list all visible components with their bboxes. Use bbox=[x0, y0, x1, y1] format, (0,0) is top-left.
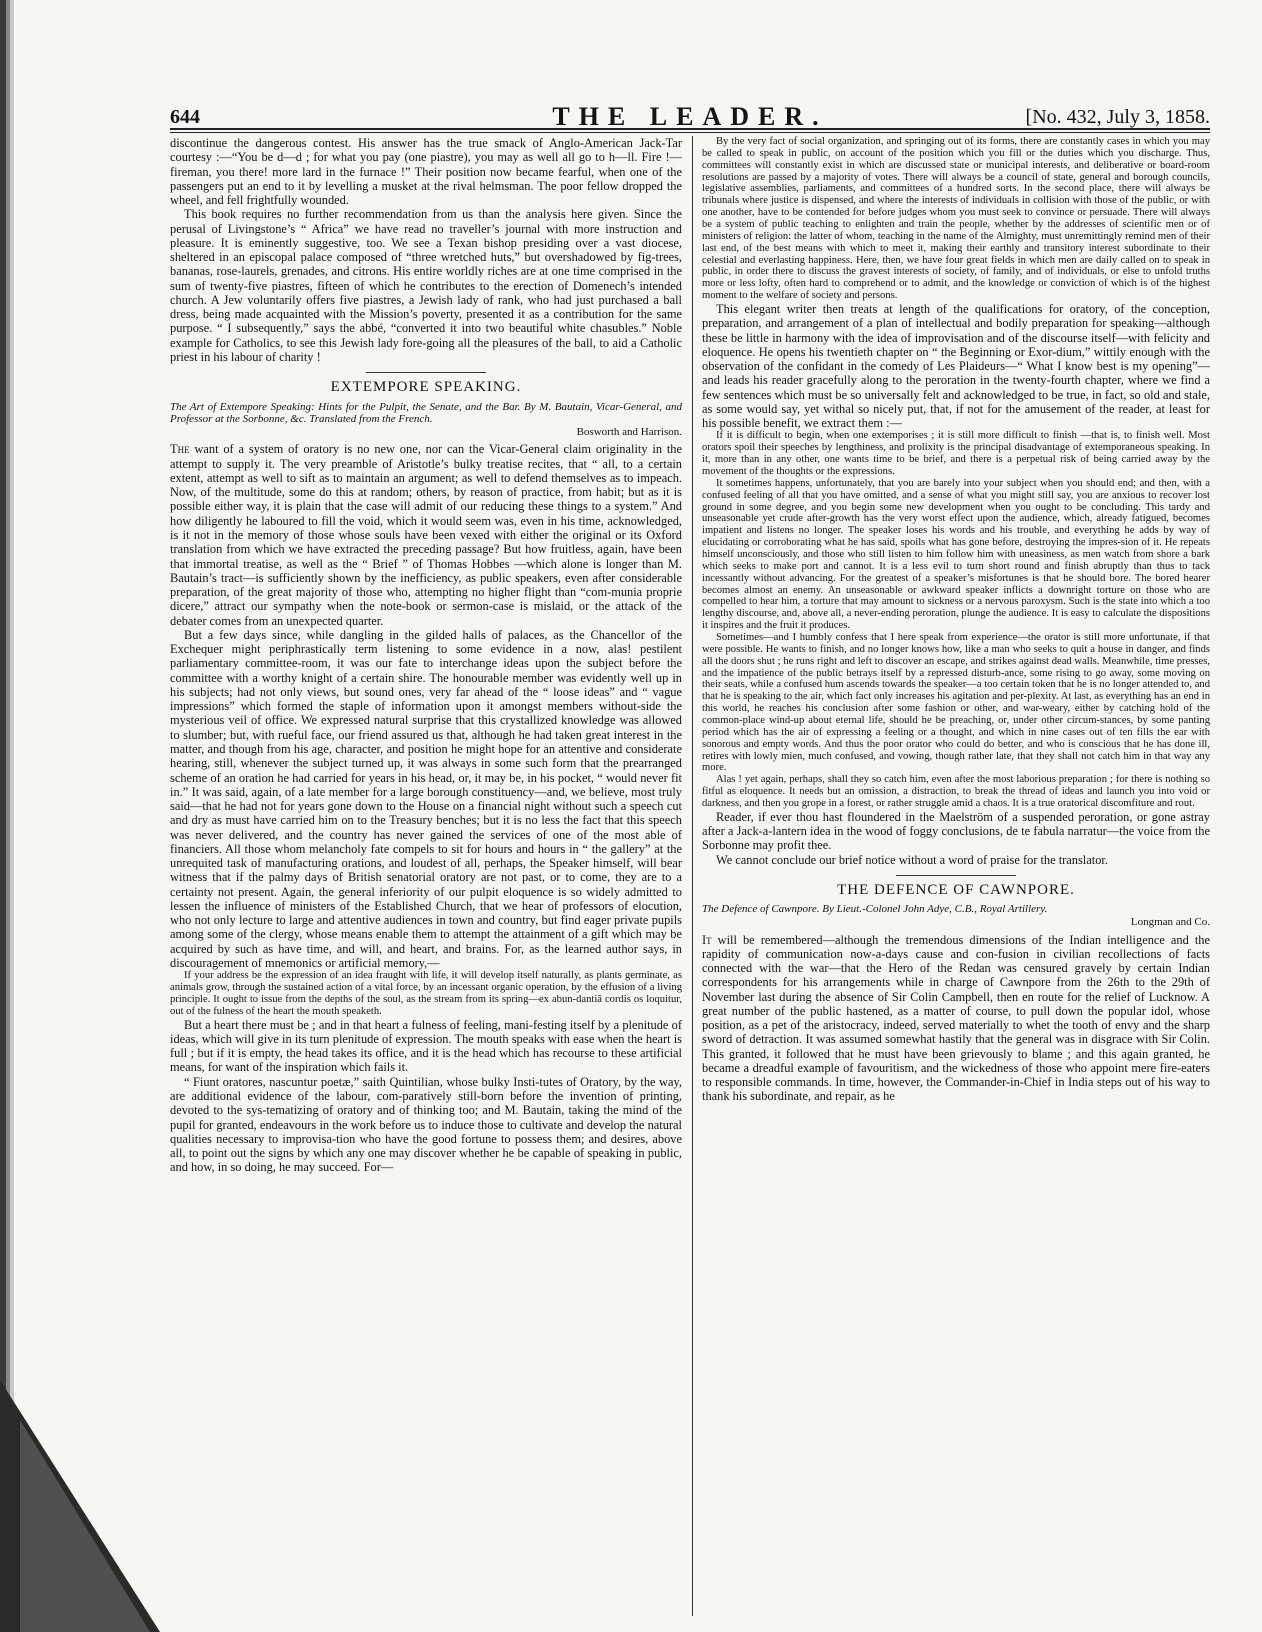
section-title: THE DEFENCE OF CAWNPORE. bbox=[837, 881, 1075, 898]
folded-corner-shadow bbox=[0, 1380, 160, 1632]
publisher: Longman and Co. bbox=[1130, 915, 1210, 928]
paragraph: This book requires no further recommendation from us than the analysis here given. Since the perusal of Livingstone’s “ Africa” we have read no traveller’s journal with more instruction and pleasure. It is eminently suggestive, too. We see a Texan bishop presiding over a vast diocese, sheltered in an episcopal palace composed of “three wretched huts,” but overshadowed by fig-trees, bananas, rose-laurels, grenades, and citrons. His entire worldly riches are at one time comprised in the sum of twenty-five piastres, fifteen of which he contributes to the erection of Domenech’s intended church. A Jew voluntarily offers five piastres, a Jewish lady of rank, who had just purchased a ball dress, being made acquainted with the Mission’s poverty, presented it as a contribution for the same purpose. “ I subsequently,” says the abbé, “converted it into two beautiful white chasubles.” Noble example for Catholics, to see this Jewish lady fore-going all the pleasures of the ball, to aid a Catholic priest in his labour of charity ! bbox=[170, 207, 682, 364]
paragraph: Reader, if ever thou hast floundered in the Maelström of a suspended peroration, or gone astray after a Jack-a-lantern idea in the wood of foggy conclusions, de te fabula narratur—the voice from the Sorbonne may profit thee. bbox=[702, 809, 1210, 853]
paragraph: discontinue the dangerous contest. His answer has the true smack of Anglo-American Jack-Tar courtesy :—“You be d—d ; for what you pay (one piastre), you may as well all go to h—ll. Fire !—fireman, you there! more lard in the furnace !” Their position now became fearful, when one of the passengers put an end to it by levelling a musket at the rival helmsman. The poor fellow dropped the wheel, and fell frightfully wounded. bbox=[170, 136, 682, 208]
review-byline bbox=[702, 903, 1210, 928]
page-number: 644 bbox=[170, 106, 200, 128]
quotation: By the very fact of social organization, and springing out of its forms, there are constantly cases in which you may be called to speak in public, on account of the position which you fill or the duties which you discharge. Thus, committees will constantly exist in which are discussed state or municipal interests, and deliberative or board-room resolutions are passed by a majority of votes. There will always be a council of state, general and borough councils, legislative assemblies, parliaments, and committees of a hundred sorts. In the second place, there will always be tribunals where justice is dispensed, and where the interests of individuals in collision with those of the public, or with one another, have to be contended for before judges whom you must seek to convince or persuade. There will always be a system of public teaching to enlighten and train the people, whether by the addresses of scientific men or of ministers of religion: the latter of whom, teaching in the name of the Almighty, must unremittingly remind men of their last end, of the best means with which to meet it, making their earthly and transitory interest subordinate to their celestial and everlasting happiness. Here, then, we have four great fields in which men are daily called on to speak in public, in order there to discuss the gravest interests of society, of family, and of individuals, or else to unfold truths more or less lofty, often hard to comprehend or to admit, and the knowledge or conviction of which is of the highest moment to the welfare of society and persons. bbox=[702, 136, 1210, 302]
review-byline bbox=[170, 401, 682, 439]
quotation: If it is difficult to begin, when one extemporises ; it is still more difficult to finish —that is, to finish well. Most orators spoil their speeches by lengthiness, and prolixity is the principal disadvantage of extemporaneous speaking. In it, more than in any other, one wants time to be brief, and there is a perpetual risk of being carried away by the movement of the thoughts or the expressions. bbox=[702, 430, 1210, 477]
quotation: It sometimes happens, unfortunately, that you are barely into your subject when you should end; and then, with a confused feeling of all that you have omitted, and a sense of what you might still say, you are anxious to recover lost ground in some degree, and you begin some new development when you ought to be concluding. This tardy and unseasonable yet crude after-growth has the very worst effect upon the audience, which, already fatigued, becomes impatient and listens no longer. The speaker loses his words and his trouble, and everything he adds by way of elucidating or corroborating what he has said, spoils what has gone before, destroying the impres-sion of it. He repeats himself unconsciously, and those who still listen to him follow him with uneasiness, as men watch from shore a bark which seeks to make port and cannot. It is a less evil to turn short round and finish abruptly than thus to tack incessantly without advancing. For the greatest of a speaker’s misfortunes is that he should bore. The bored hearer becomes almost an enemy. An unseasonable or awkward speaker inflicts a downright torture on those who are compelled to hear him, a torture that may amount to sickness or a nervous paroxysm. Such is the state into which a too lengthy discourse, and, above all, a never-ending peroration, plunge the audience. It is easy to calculate the dispositions it inspires and the fruit it produces. bbox=[702, 477, 1210, 632]
byline-text: The Defence of Cawnpore. By Lieut.-Colonel John Adye, C.B., Royal Artillery. bbox=[702, 903, 1048, 916]
section-title: EXTEMPORE SPEAKING. bbox=[330, 379, 522, 396]
left-column bbox=[170, 136, 682, 1620]
issue-date: [No. 432, July 3, 1858. bbox=[1025, 106, 1210, 128]
paragraph-text: will be remembered—although the tremendous dimensions of the Indian intelligence and the rapidity of communication now-a-days cause and con-fusion in civilian recollections of facts connected with the war—that the Hero of the Redan was censured gravely by certain Indian correspondents for his arrangements while in charge of Cawnpore from the 26th to the 29th of November last during the absence of Sir Colin Campbell, then en route for the relief of Lucknow. A great number of the public hastened, as a matter of course, to pull down the popular idol, whose position, as a pet of the aristocracy, indeed, served materially to whet the tooth of envy and the sharp sword of detraction. It was assumed somewhat hastily that the general was in disgrace with Sir Colin. This granted, it followed that he must have been grievously to blame ; and this again granted, he became a dreadful example of favouritism, and the wickedness of those who appoint mere fire-eaters to responsible commands. In time, however, the Commander-in-Chief in India steps out of his way to thank his subordinate, and repair, as he bbox=[702, 932, 1210, 1104]
paragraph: But a heart there must be ; and in that heart a fulness of feeling, mani-festing itself by a plenitude of ideas, which will give in its turn plenitude of expression. The mouth speaks with ease when the heart is full ; but if it is empty, the head takes its office, and it is the head which has recourse to these artificial means, for want of the inspiration which fails it. bbox=[170, 1017, 682, 1075]
header-rule-thin bbox=[170, 132, 1210, 133]
paragraph: We cannot conclude our brief notice without a word of praise for the translator. bbox=[716, 852, 1108, 867]
opening-word: It bbox=[702, 932, 712, 947]
opening-word: The bbox=[170, 442, 190, 457]
section-divider bbox=[366, 372, 486, 373]
section-divider bbox=[896, 875, 1016, 876]
paragraph: This elegant writer then treats at length of the qualifications for oratory, of the conception, preparation, and arrangement of a plan of intellectual and bodily preparation for speaking—although these be little in harmony with the idea of improvisation and of the discourse itself—with felicity and eloquence. He opens his twentieth chapter on “ the Beginning or Exor-dium,” wittily enough with the observation of the confidant in the comedy of Les Plaideurs—“ What I know best is my opening”—and leads his reader gracefully along to the peroration in the twenty-fourth chapter, where we find a few sentences which must be so universally felt and acknowledged to be true, in fact, so old and stale, as some would say, yet withal so nicely put, that, if not for the amusement of the reader, at least for his possible benefit, we extract them :— bbox=[702, 302, 1210, 431]
quotation: Sometimes—and I humbly confess that I here speak from experience—the orator is still more unfortunate, if that were possible. He wants to finish, and no longer knows how, like a man who seeks to quit a house in danger, and finds all the doors shut ; he runs right and left to discover an escape, and strikes against dead walls. Meanwhile, time presses, and the impatience of the public betrays itself by a repressed disturb-ance, some rising to go away, some moving on their seats, while a confused hum ascends towards the speaker—a too certain token that he is no longer attended to, and that he is speaking to the air, which fact only increases his agitation and per-plexity. At last, as everything has an end in this world, he reaches his conclusion after some fashion or other, and war-weary, either by catching hold of the common-place wind-up about eternal life, should he be preaching, or, under other circum-stances, by some panting period which has the air of expressing a feeling or a thought, and which in nine cases out of ten fills the ear with sonorous and empty words. And thus the poor orator who could do better, and who is conscious that he has done ill, retires with lowly mien, much confused, and vowing, though rather late, that they shall not catch him in that way any more. bbox=[702, 632, 1210, 774]
quotation: Alas ! yet again, perhaps, shall they so catch him, even after the most laborious preparation ; for there is nothing so fitful as eloquence. It needs but an omission, a distraction, to break the thread of ideas and launch you into void or darkness, and then you grope in a forest, or rather struggle amid a chaos. It is a true oratorical discomfiture and rout. bbox=[702, 774, 1210, 810]
byline-text: The Art of Extempore Speaking: Hints for the Pulpit, the Senate, and the Bar. By M. Bautain, Vicar-General, and Professor at the Sorbonne, &c. Translated from the French. bbox=[170, 400, 682, 426]
column-divider bbox=[692, 136, 693, 1616]
paragraph-text: want of a system of oratory is no new one, nor can the Vicar-General claim originality in the attempt to supply it. The very preamble of Aristotle’s bulky treatise recites, that “ all, to a certain extent, attempt as well to sift as to maintain an argument; as well to defend themselves as to impeach. Now, of the multitude, some do this at random; others, by reason of practice, from habit; but as it is possible either way, it is plain that the case will admit of our reducing these things to a system.” And how diligently he laboured to fill the void, which it would seem was, even in his time, acknowledged, is it not in the memory of those whose souls have been vexed with either the original or its Oxford translation from which we have extracted the preceding passage? But how fruitless, again, have been that immortal treatise, as well as the “ Brief ” of Thomas Hobbes —which alone is longer than M. Bautain’s tract—is sufficiently shown by the inefficiency, as public speakers, even after considerable preparation, of the great majority of those who, attempting no higher flight than “com-munia proprie dicere,” attract our sympathy when the note-book or sermon-case is mislaid, or the attack of the debater comes from an unexpected quarter. bbox=[170, 442, 682, 628]
paragraph bbox=[170, 442, 682, 627]
newspaper-title: THE LEADER. bbox=[552, 102, 828, 131]
header-rule bbox=[170, 128, 1210, 130]
quotation: If your address be the expression of an idea fraught with life, it will develop itself naturally, as plants germinate, as animals grow, through the sustained action of a vital force, by an incessant organic operation, by the effusion of a living principle. It ought to issue from the depths of the soul, as the stream from its spring—ex abun-dantiâ cordis os loquitur, out of the fulness of the heart the mouth speaketh. bbox=[170, 970, 682, 1017]
paragraph: “ Fiunt oratores, nascuntur poetæ,” saith Quintilian, whose bulky Insti-tutes of Oratory, by the way, are additional evidence of the labour, com-paratively still-born before the invention of printing, devoted to the sys-tematizing of oratory and of thinking too; and M. Bautain, taking the mind of the pupil for granted, endeavours in the work before us to induce those to cultivate and develop the natural qualities necessary to improvisa-tion who have the good fortune to possess them; and desires, above all, to point out the signs by which any one may discover whether he be capable of speaking in public, and how, in so doing, he may succeed. For— bbox=[170, 1074, 682, 1175]
publisher: Bosworth and Harrison. bbox=[576, 425, 682, 438]
right-column bbox=[702, 136, 1210, 1620]
paragraph bbox=[702, 933, 1210, 1104]
paragraph: But a few days since, while dangling in the gilded halls of palaces, as the Chancellor of the Exchequer might periphrastically term listening to some evidence in a now, alas! pestilent parliamentary committee-room, it was our fate to interchange ideas upon the subject before the committee with a worthy knight of a certain shire. The honourable member was evidently well up in his subjects; had not only views, but sound ones, very far ahead of the “ loose ideas” and “ vague impressions” which formed the staple of information upon it amongst members without-side the mysterious veil of office. We expressed natural surprise that this crystallized knowledge was allowed to slumber; but, with rueful face, our friend assured us that, although he had taken great interest in the matter, and though from his age, character, and position he might hope for an attentive and considerate hearing, still, whenever the subject turned up, it was always in some such form that the prearranged scheme of an oration he had carried for years in his head, or, it may be, in his pocket, “ would never fit in.” It was said, again, of a late member for a large borough constituency—and, we believe, most truly said—that he had not for years gone down to the House on a financial night without such a speech cut and dry as must have carried him on to the Treasury benches; but it is no less the fact that this speech was never delivered, and the country has never gained the services of one of the most able of financiers. All those whom melancholy fate compels to sit for hours and hours in “ the gallery” at the unrequited task of manufacturing orations, and loudest of all, perhaps, the Speaker himself, will bear witness that if the palmy days of British senatorial oratory are not past, or to come, they are to a certainty not present. Again, the general inferiority of our pulpit eloquence is so widely admitted to lessen the influence of ministers of the Established Church, that we hear of professors of elocution, who not only lecture to large and attentive audiences in town and country, but find eager private pupils among some of the clergy, whose means enable them to attempt the attainment of a gift which may be acquired by such as have time, and will, and heart, and brains. For, as the learned author says, in discouragement of mnemonics or artificial memory,— bbox=[170, 627, 682, 970]
